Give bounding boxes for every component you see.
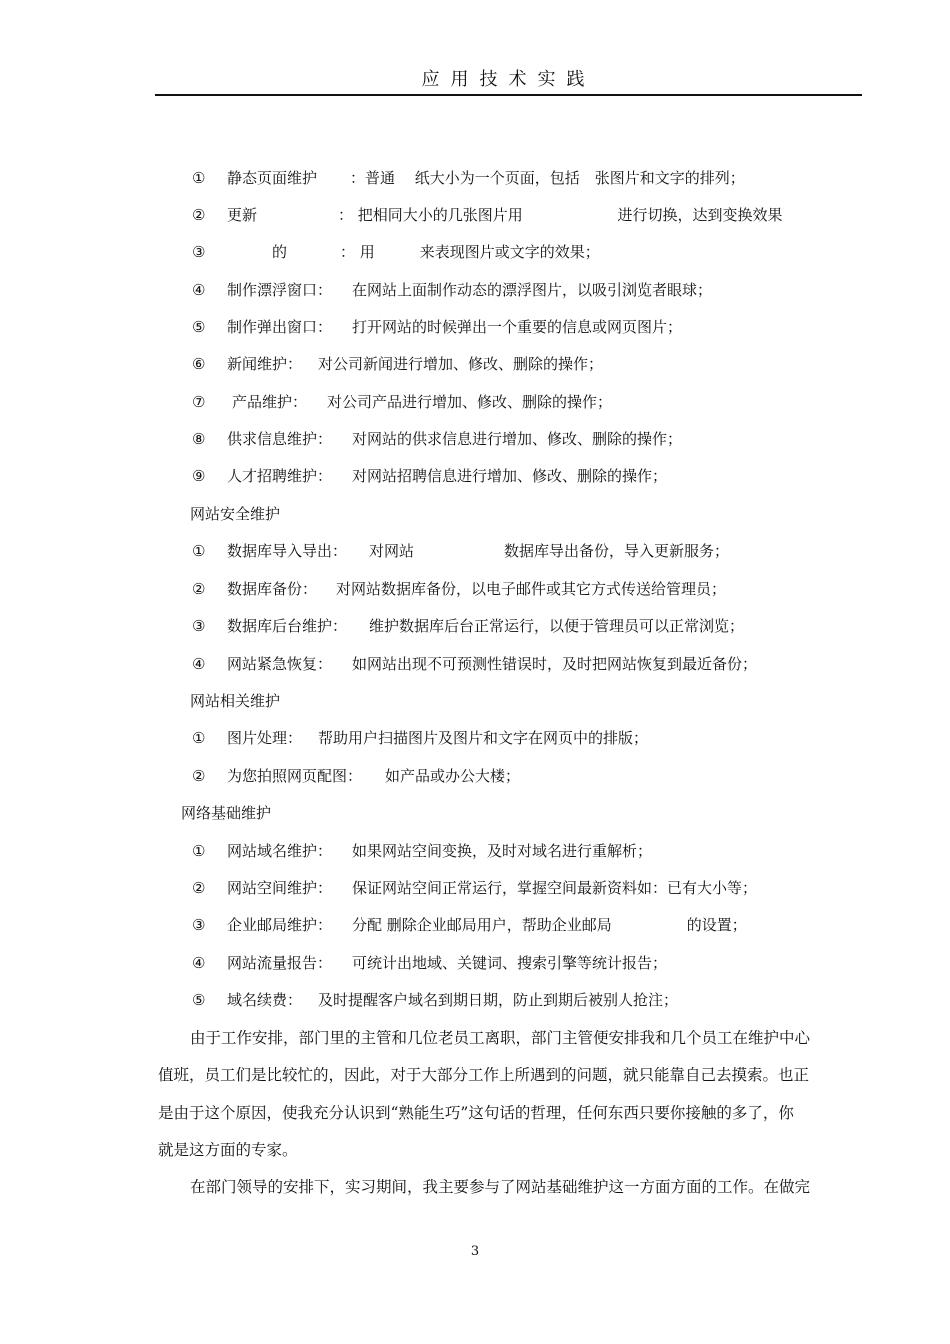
item-label: 新闻维护： <box>227 355 303 373</box>
item-text: 对公司新闻进行增加、修改、删除的操作； <box>318 355 604 373</box>
item-label: 网站空间维护： <box>227 879 333 897</box>
item-label: 为您拍照网页配图： <box>227 767 363 785</box>
item-number: ⑧ <box>192 430 206 448</box>
item-label: 更新 <box>227 206 258 224</box>
item-text: 保证网站空间正常运行，掌握空间最新资料如：已有大小等； <box>352 879 758 897</box>
item-text: 如网站出现不可预测性错误时，及时把网站恢复到最近备份； <box>352 655 758 673</box>
item-text: 对网站 数据库导出备份，导入更新服务； <box>369 542 730 560</box>
item-label: 人才招聘维护： <box>227 467 333 485</box>
paragraph-line: 由于工作安排，部门里的主管和几位老员工离职，部门主管便安排我和几个员工在维护中心 <box>190 1029 811 1047</box>
paragraph-line: 在部门领导的安排下，实习期间，我主要参与了网站基础维护这一方面方面的工作。在做完 <box>190 1178 811 1196</box>
item-label: 网站紧急恢复： <box>227 655 333 673</box>
item-number: ④ <box>192 655 206 673</box>
item-label: 制作弹出窗口： <box>227 318 333 336</box>
item-label: 域名续费： <box>227 991 303 1009</box>
item-label: 的 <box>227 243 288 261</box>
item-text: 打开网站的时候弹出一个重要的信息或网页图片； <box>352 318 683 336</box>
item-label: 静态页面维护 <box>227 169 318 187</box>
item-label: 制作漂浮窗口： <box>227 281 333 299</box>
item-number: ② <box>192 879 206 897</box>
item-number: ⑥ <box>192 355 206 373</box>
section-heading: 网站相关维护 <box>190 692 281 710</box>
item-text: 在网站上面制作动态的漂浮图片，以吸引浏览者眼球； <box>352 281 713 299</box>
item-text: 如产品或办公大楼； <box>385 767 521 785</box>
item-text: 及时提醒客户域名到期日期，防止到期后被别人抢注； <box>318 991 679 1009</box>
item-text: ：普通 纸大小为一个页面，包括 张图片和文字的排列； <box>350 169 745 187</box>
item-label: 数据库后台维护： <box>227 617 348 635</box>
item-number: ② <box>192 580 206 598</box>
item-label: 产品维护： <box>232 393 308 411</box>
item-text: 对公司产品进行增加、修改、删除的操作； <box>327 393 613 411</box>
header-divider <box>155 94 862 96</box>
item-text: 对网站招聘信息进行增加、修改、删除的操作； <box>352 467 668 485</box>
item-label: 供求信息维护： <box>227 430 333 448</box>
item-number: ③ <box>192 916 206 934</box>
paragraph-line: 就是这方面的专家。 <box>158 1141 298 1159</box>
item-number: ① <box>192 842 206 860</box>
paragraph-line: 值班，员工们是比较忙的，因此，对于大部分工作上所遇到的问题，就只能靠自己去摸索。也正 <box>158 1066 810 1084</box>
page-number: 3 <box>470 1244 480 1259</box>
item-label: 数据库备份： <box>227 580 318 598</box>
item-text: 对网站数据库备份，以电子邮件或其它方式传送给管理员； <box>336 580 727 598</box>
section-heading: 网络基础维护 <box>181 804 272 822</box>
item-text: 帮助用户扫描图片及图片和文字在网页中的排版； <box>318 729 649 747</box>
item-number: ⑦ <box>192 393 206 411</box>
item-number: ⑤ <box>192 318 206 336</box>
item-text: 分配 删除企业邮局用户，帮助企业邮局 的设置； <box>352 916 747 934</box>
header-title: 应用技术实践 <box>421 69 596 90</box>
item-label: 图片处理： <box>227 729 303 747</box>
item-text: 可统计出地域、关键词、搜索引擎等统计报告； <box>352 954 668 972</box>
item-text: ： 用 来表现图片或文字的效果； <box>340 243 600 261</box>
item-number: ① <box>192 169 206 187</box>
paragraph-line: 是由于这个原因，使我充分认识到“熟能生巧”这句话的哲理，任何东西只要你接触的多了，你 <box>158 1104 794 1122</box>
item-label: 数据库导入导出： <box>227 542 348 560</box>
item-number: ② <box>192 206 206 224</box>
item-number: ③ <box>192 617 206 635</box>
item-text: 维护数据库后台正常运行，以便于管理员可以正常浏览； <box>369 617 745 635</box>
section-heading: 网站安全维护 <box>190 505 281 523</box>
item-label: 网站域名维护： <box>227 842 333 860</box>
item-text: 对网站的供求信息进行增加、修改、删除的操作； <box>352 430 683 448</box>
item-number: ② <box>192 767 206 785</box>
item-number: ① <box>192 729 206 747</box>
item-number: ③ <box>192 243 206 261</box>
item-label: 企业邮局维护： <box>227 916 333 934</box>
item-number: ⑤ <box>192 991 206 1009</box>
item-text: 如果网站空间变换，及时对域名进行重解析； <box>352 842 653 860</box>
item-text: ： 把相同大小的几张图片用 进行切换，达到变换效果 <box>338 206 783 224</box>
item-number: ④ <box>192 954 206 972</box>
item-number: ⑨ <box>192 467 206 485</box>
item-label: 网站流量报告： <box>227 954 333 972</box>
item-number: ① <box>192 542 206 560</box>
item-number: ④ <box>192 281 206 299</box>
